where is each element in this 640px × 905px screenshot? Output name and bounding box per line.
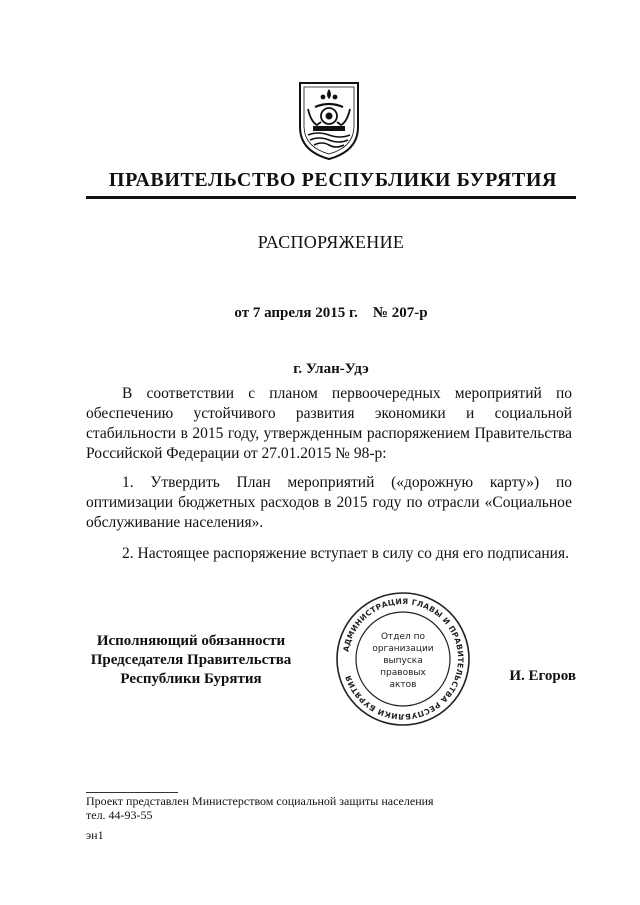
document-type: РАСПОРЯЖЕНИЕ — [257, 232, 405, 252]
item-2-text: 2. Настоящее распоряжение вступает в силу со дня его подписания. — [122, 545, 569, 562]
official-stamp — [334, 590, 472, 728]
footnote-project-note: Проект представлен Министерством социальной защиты населения — [86, 794, 434, 808]
stamp-ring-text: АДМИНИСТРАЦИЯ ГЛАВЫ И ПРАВИТЕЛЬСТВА РЕСПУБЛИКИ БУРЯТИЯ — [341, 596, 466, 722]
footnote-code: эн1 — [86, 828, 104, 842]
document-number: № 207-р — [372, 305, 428, 321]
footnote-phone: тел. 44-93-55 — [86, 808, 153, 822]
signatory-title-line-1: Исполняющий обязанности — [96, 633, 286, 649]
organization-title: ПРАВИТЕЛЬСТВО РЕСПУБЛИКИ БУРЯТИЯ — [108, 169, 558, 191]
stamp-line-1: Отдел по — [380, 632, 426, 642]
date-line — [86, 305, 576, 322]
stamp-line-5: актов — [389, 680, 417, 690]
signatory-title — [86, 632, 296, 689]
signatory-name: И. Егоров — [509, 668, 576, 684]
signatory-title-line-2: Председателя Правительства — [90, 652, 292, 668]
item-1-text: 1. Утвердить План мероприятий («дорожную карту») по оптимизации бюджетных расходов в 2015 году по отрасли «Социальное обслуживание населения». — [86, 474, 572, 531]
document-date: от 7 апреля 2015 г. — [234, 305, 358, 321]
item-1-paragraph — [86, 473, 572, 533]
stamp-line-2: организации — [372, 644, 434, 654]
stamp-line-3: выпуска — [383, 656, 423, 666]
preamble-text: В соответствии с планом первоочередных мероприятий по обеспечению устойчивого развития экономики и социальной стабильности в 2015 году, утвержденным распоряжением Правительства Российской Федерации от 27.01.2015 № 98-р: — [86, 385, 572, 462]
header-divider — [86, 196, 576, 199]
preamble-paragraph — [86, 384, 572, 464]
footnote-divider — [86, 792, 178, 793]
coat-of-arms-emblem — [296, 75, 362, 161]
signatory-title-line-3: Республики Бурятия — [120, 671, 262, 687]
stamp-line-4: правовых — [380, 668, 426, 678]
document-city: г. Улан-Удэ — [293, 361, 369, 377]
item-2-paragraph — [86, 544, 572, 564]
